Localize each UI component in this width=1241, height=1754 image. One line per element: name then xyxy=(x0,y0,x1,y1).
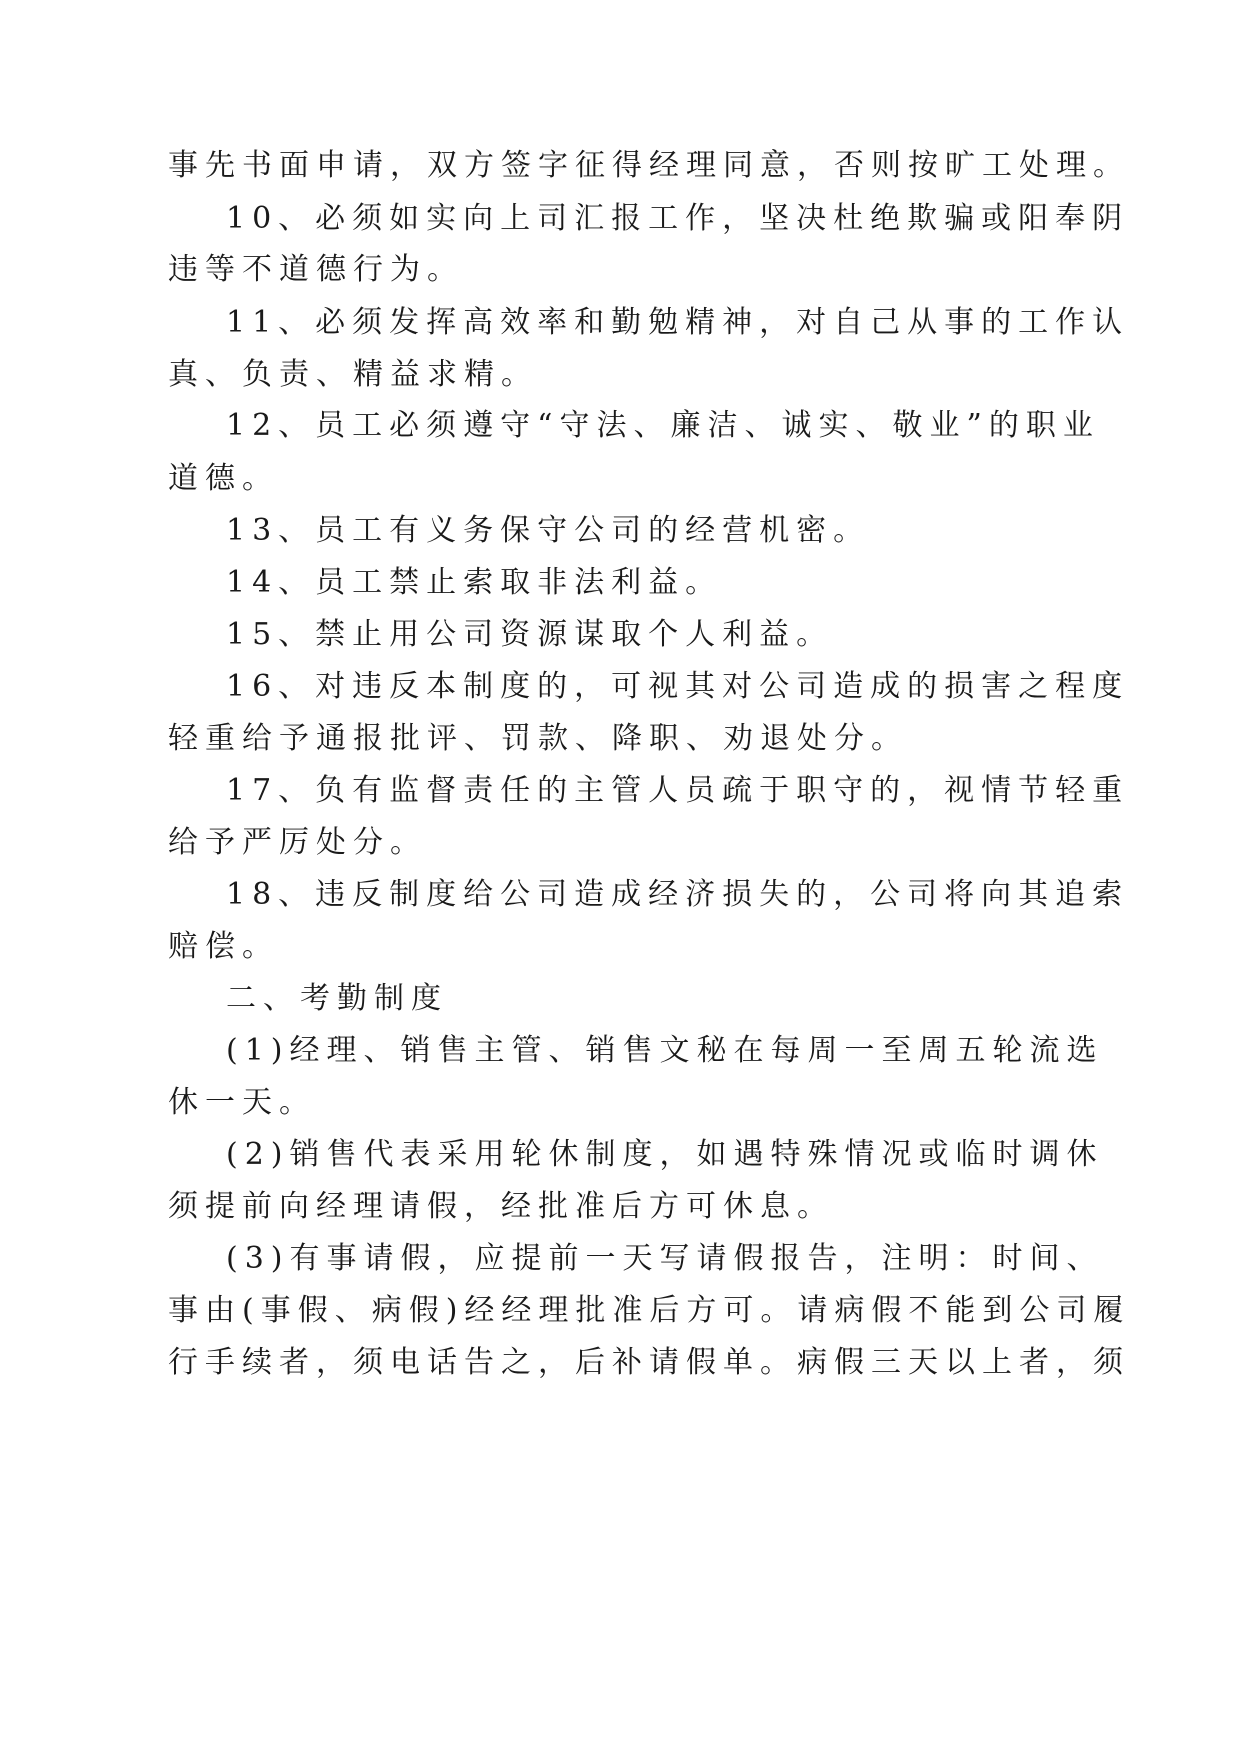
text-line: 10、必须如实向上司汇报工作，坚决杜绝欺骗或阳奉阴 xyxy=(226,201,1130,236)
text-line: 18、违反制度给公司造成经济损失的，公司将向其追索 xyxy=(226,877,1130,912)
text-line: 事由(事假、病假)经经理批准后方可。请病假不能到公司履 xyxy=(168,1293,1131,1328)
text-line: 17、负有监督责任的主管人员疏于职守的，视情节轻重 xyxy=(226,773,1130,808)
text-line: 给予严厉处分。 xyxy=(168,825,427,860)
section-heading: 二、考勤制度 xyxy=(226,981,448,1016)
text-line: 真、负责、精益求精。 xyxy=(168,357,538,392)
text-line: 16、对违反本制度的，可视其对公司造成的损害之程度 xyxy=(226,669,1130,704)
text-line: 轻重给予通报批评、罚款、降职、劝退处分。 xyxy=(168,721,908,756)
text-line: 14、员工禁止索取非法利益。 xyxy=(226,565,723,600)
text-line: 休一天。 xyxy=(168,1085,316,1120)
text-line: 13、员工有义务保守公司的经营机密。 xyxy=(226,513,871,548)
text-line: 赔偿。 xyxy=(168,929,279,964)
text-line: 道德。 xyxy=(168,461,279,496)
text-line: 11、必须发挥高效率和勤勉精神，对自己从事的工作认 xyxy=(226,305,1130,340)
text-line: (2)销售代表采用轮休制度，如遇特殊情况或临时调休 xyxy=(226,1137,1104,1172)
text-line: (1)经理、销售主管、销售文秘在每周一至周五轮流选 xyxy=(226,1033,1104,1068)
text-line: 事先书面申请，双方签字征得经理同意，否则按旷工处理。 xyxy=(168,148,1130,183)
text-line: 违等不道德行为。 xyxy=(168,252,464,287)
text-line: (3)有事请假，应提前一天写请假报告，注明：时间、 xyxy=(226,1241,1104,1276)
text-line: 12、员工必须遵守“守法、廉洁、诚实、敬业”的职业 xyxy=(226,408,1100,443)
text-line: 须提前向经理请假，经批准后方可休息。 xyxy=(168,1189,834,1224)
text-line: 15、禁止用公司资源谋取个人利益。 xyxy=(226,617,834,652)
text-line: 行手续者，须电话告之，后补请假单。病假三天以上者，须 xyxy=(168,1345,1130,1380)
